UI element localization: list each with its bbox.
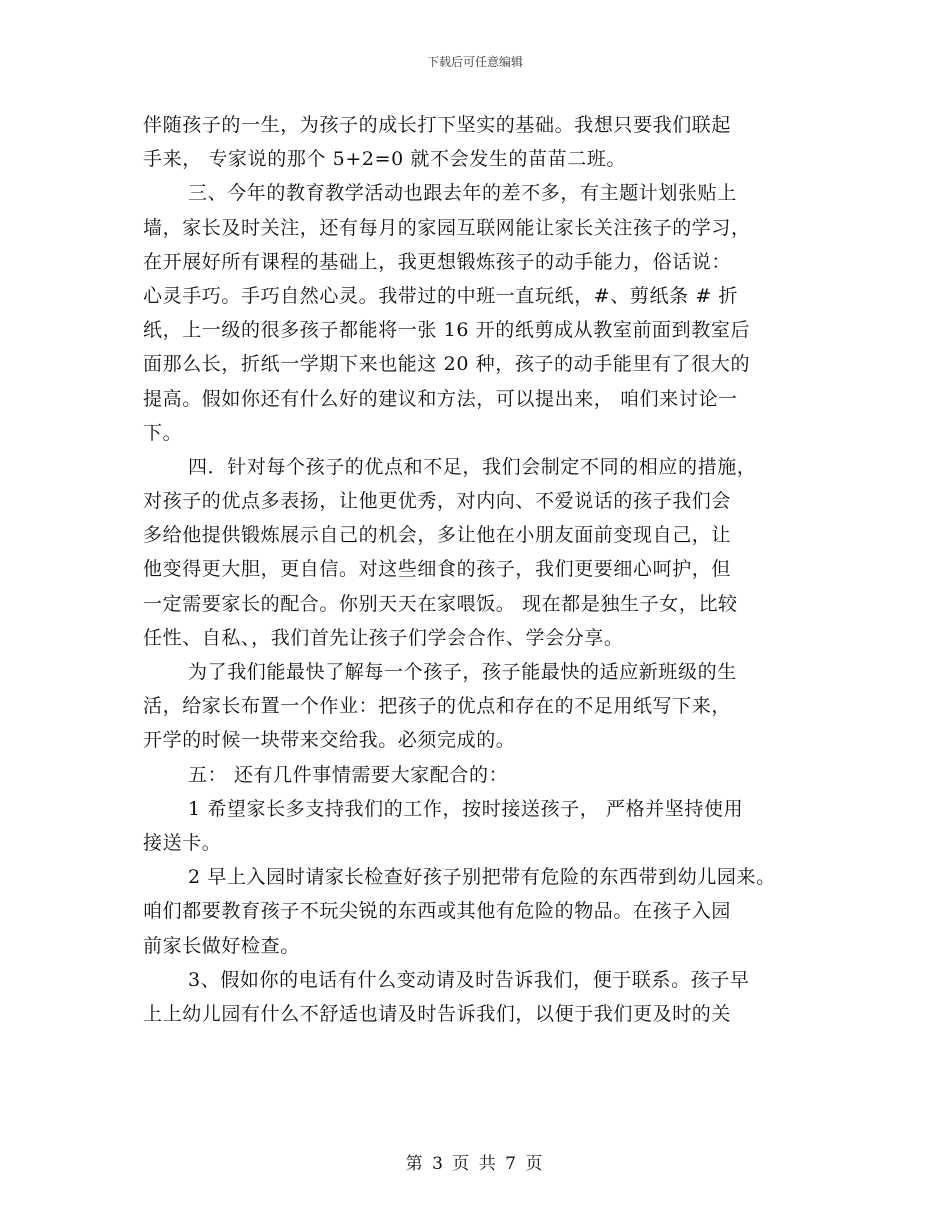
text-line: 前家长做好检查。 (143, 934, 300, 957)
page-number-footer: 第 3 页 共 7 页 (405, 1154, 545, 1174)
text-line: 2 早上入园时请家长检查好孩子别把带有危险的东西带到幼儿园来。 (188, 866, 776, 889)
text-line: 1 希望家长多支持我们的工作，按时接送孩子， 严格并坚持使用 (188, 797, 744, 820)
text-line: 一定需要家长的配合。你别天天在家喂饭。 现在都是独生子女，比较 (143, 592, 738, 615)
text-line: 3、假如你的电话有什么变动请及时告诉我们，便于联系。孩子早 (188, 968, 750, 991)
text-line: 下。 (143, 421, 183, 444)
text-line: 墙，家长及时关注，还有每月的家园互联网能让家长关注孩子的学习， (143, 216, 751, 239)
page-header: 下载后可任意编辑 (426, 55, 523, 69)
text-line: 对孩子的优点多表扬，让他更优秀，对内向、不爱说话的孩子我们会 (143, 490, 732, 513)
text-line: 活，给家长布置一个作业：把孩子的优点和存在的不足用纸写下来， (143, 695, 732, 718)
text-line: 心灵手巧。手巧自然心灵。我带过的中班一直玩纸，#、剪纸条 # 折 (143, 284, 739, 307)
text-line: 接送卡。 (143, 831, 222, 854)
text-line: 开学的时候一块带来交给我。必须完成的。 (143, 729, 516, 752)
text-line: 在开展好所有课程的基础上，我更想锻炼孩子的动手能力，俗话说： (143, 250, 732, 273)
text-line: 上上幼儿园有什么不舒适也请及时告诉我们，以便于我们更及时的关 (143, 1002, 732, 1025)
text-line: 纸，上一级的很多孩子都能将一张 16 开的纸剪成从教室前面到教室后 (143, 319, 751, 342)
text-line: 多给他提供锻炼展示自己的机会，多让他在小朋友面前变现自己，让 (143, 524, 732, 547)
text-line: 为了我们能最快了解每一个孩子，孩子能最快的适应新班级的生 (188, 661, 737, 683)
text-line: 五： 还有几件事情需要大家配合的： (188, 763, 509, 786)
text-line: 四．针对每个孩子的优点和不足，我们会制定不同的相应的措施， (188, 455, 757, 478)
text-line: 咱们都要教育孩子不玩尖锐的东西或其他有危险的物品。在孩子入园 (143, 900, 732, 923)
text-line: 任性、自私、，我们首先让孩子们学会合作、学会分享。 (143, 626, 624, 649)
text-line: 三、今年的教育教学活动也跟去年的差不多，有主题计划张贴上 (188, 182, 737, 205)
text-line: 他变得更大胆，更自信。对这些细食的孩子，我们更要细心呵护，但 (143, 558, 732, 581)
text-line: 面那么长，折纸一学期下来也能这 20 种，孩子的动手能里有了很大的 (143, 353, 751, 376)
text-line: 伴随孩子的一生，为孩子的成长打下坚实的基础。我想只要我们联起 (143, 114, 732, 136)
text-line: 提高。假如你还有什么好的建议和方法，可以提出来， 咱们来讨论一 (143, 387, 738, 410)
text-line: 手来， 专家说的那个 5+2=0 就不会发生的苗苗二班。 (143, 148, 627, 171)
document-body (143, 108, 823, 1031)
